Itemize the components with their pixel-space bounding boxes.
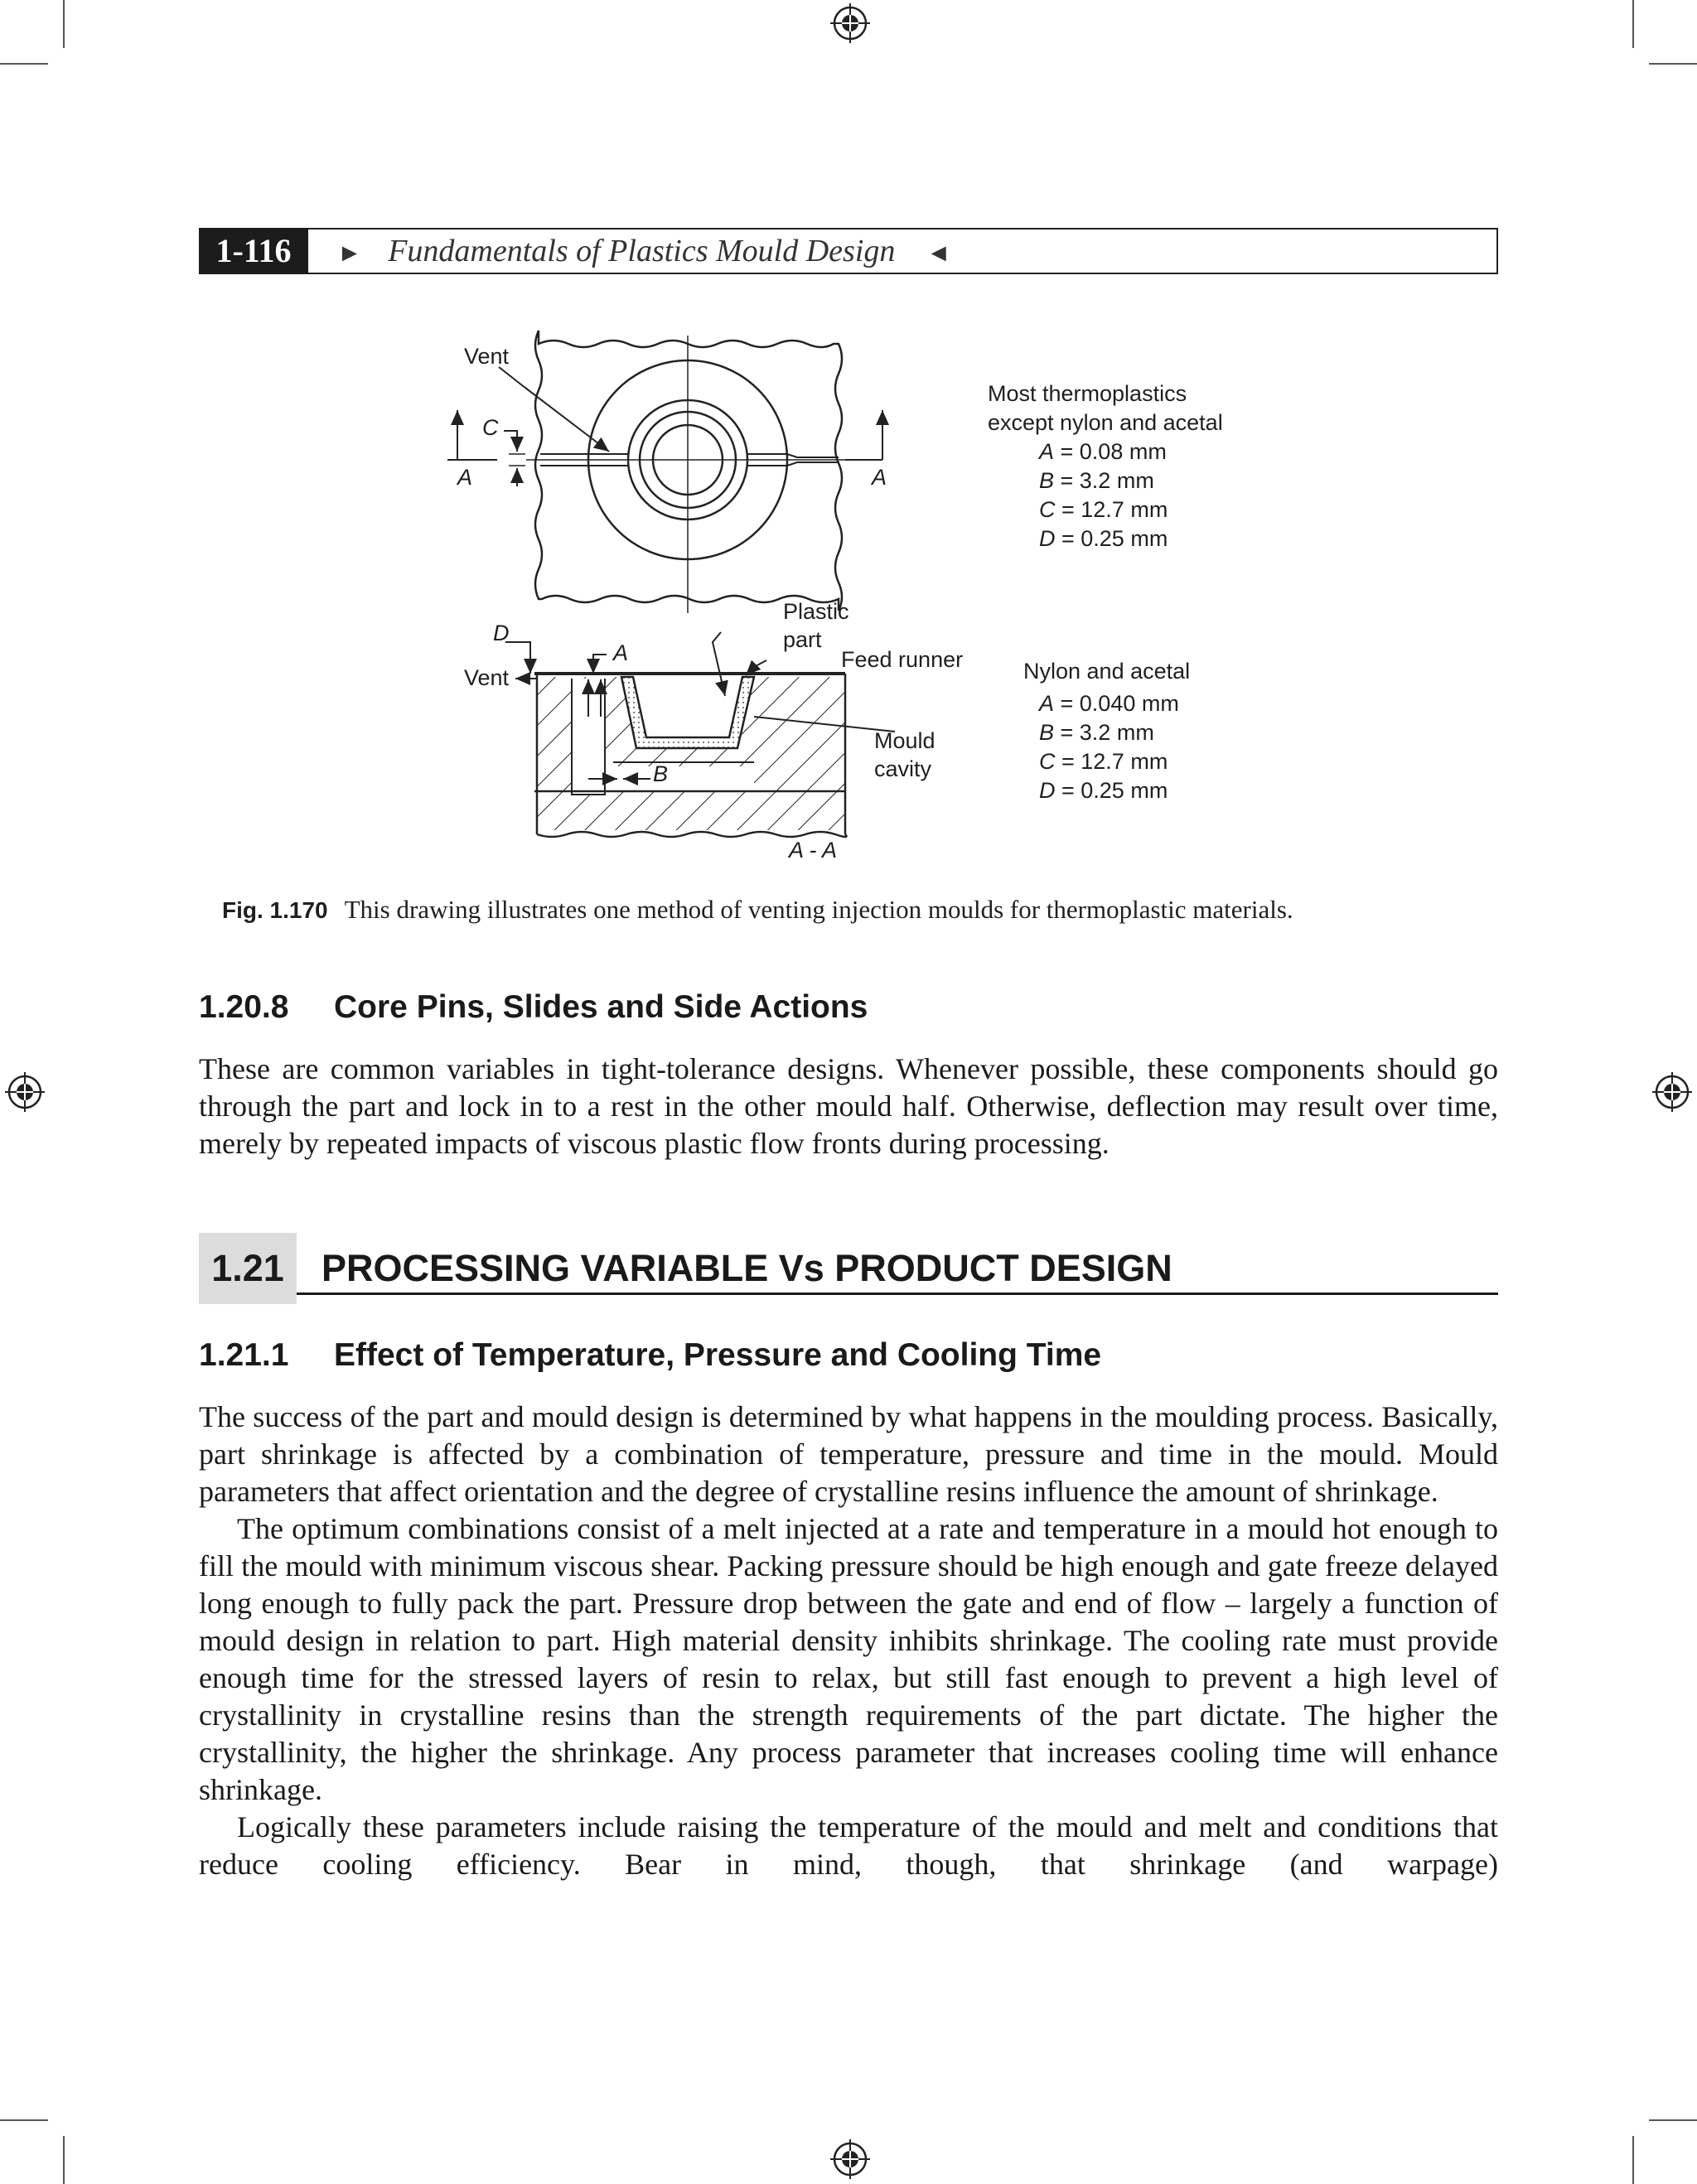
plan-view (447, 331, 882, 613)
a-dimension-label: A (613, 640, 629, 665)
left-pointer-icon: ◄ (926, 239, 951, 267)
vent-label: Vent (464, 344, 510, 369)
spec-group-title: Nylon and acetal (1023, 659, 1191, 684)
section-title: Core Pins, Slides and Side Actions (334, 989, 868, 1025)
paragraph: The optimum combinations consist of a melt injected at a rate and temperature in a mould hot enough to fill the mould with minimum viscous shear. Packing pressure should be high enough and gate freeze delayed long enough to fully pack the part. Pressure drop between the gate and end of flow – largely a function of mould design in relation to part. High material density inhibits shrinkage. The cooling rate must provide enough time for the stressed layers of resin to relax, but still fast enough to prevent a high level of crystallinity in crystalline resins than the strength requirements of the part dictate. The higher the crystallinity, the higher the shrinkage. Any process parameter that increases cooling time will enhance shrinkage. (199, 1512, 1498, 1806)
section-a-left-label: A (457, 465, 473, 490)
crop-mark (1649, 2119, 1697, 2121)
section-a-a-label: A - A (789, 838, 838, 862)
paragraph: The success of the part and mould design is determined by what happens in the moulding process. Basically, part shrinkage is affected by a combination of temperature, pressure and time in the mould. Mould parameters that affect orientation and the degree of crystalline resins influence the amount of shrinkage. (199, 1400, 1498, 1508)
figure-caption (222, 895, 1293, 925)
page-number: 1-116 (199, 228, 308, 274)
section-heading-1-21 (199, 1233, 1498, 1307)
paragraph: Logically these parameters include raising the temperature of the mould and melt and conditions that reduce cooling efficiency. Bear in mind, though, that shrinkage (and warpage) (199, 1810, 1498, 1881)
b-dimension-label: B (653, 761, 669, 786)
crop-mark (1632, 2136, 1634, 2184)
spec-group-nylon-acetal (1023, 657, 1190, 805)
section-1-20-8-body (199, 1051, 1498, 1162)
right-pointer-icon: ► (337, 239, 362, 267)
c-dimension-label: C (482, 415, 499, 440)
spec-row: D = 0.25 mm (1039, 526, 1168, 551)
d-dimension-label: D (493, 621, 510, 645)
figure-number: Fig. 1.170 (222, 897, 328, 923)
spec-row: A = 0.040 mm (1039, 691, 1179, 716)
section-number: 1.21.1 (199, 1337, 289, 1373)
registration-mark-left (5, 1072, 45, 1112)
spec-group-most-thermoplastics (988, 379, 1223, 553)
figure-caption-text: This drawing illustrates one method of venting injection moulds for thermoplastic materials. (344, 895, 1293, 924)
feed-runner-label: Feed runner (841, 647, 964, 672)
book-title: Fundamentals of Plastics Mould Design (388, 234, 896, 268)
spec-group-title: Most thermoplastics (988, 381, 1187, 406)
section-number: 1.21 (199, 1233, 297, 1304)
paragraph: These are common variables in tight-tolerance designs. Whenever possible, these components should go through the part and lock in to a rest in the other mould half. Otherwise, deflection may result over time, merely by repeated impacts of viscous plastic flow fronts during processing. (199, 1052, 1498, 1160)
spec-row: A = 0.08 mm (1039, 439, 1167, 464)
section-title: Effect of Temperature, Pressure and Cooling Time (334, 1337, 1102, 1373)
registration-mark-bottom (830, 2139, 870, 2179)
section-title: PROCESSING VARIABLE Vs PRODUCT DESIGN (322, 1247, 1172, 1289)
vent-side-label: Vent (464, 665, 510, 690)
crop-mark (1632, 0, 1634, 48)
section-number: 1.20.8 (199, 989, 289, 1025)
crop-mark (1649, 63, 1697, 65)
crop-mark (63, 2136, 65, 2184)
section-1-21-1-body (199, 1399, 1498, 1883)
section-view (505, 632, 895, 837)
spec-row: D = 0.25 mm (1039, 778, 1168, 803)
spec-row: B = 3.2 mm (1039, 720, 1154, 745)
spec-row: B = 3.2 mm (1039, 468, 1154, 493)
mould-cavity-label-2: cavity (874, 756, 932, 781)
plastic-part-label-2: part (783, 627, 822, 652)
crop-mark (0, 2119, 48, 2121)
spec-row: C = 12.7 mm (1039, 497, 1168, 522)
spec-group-title: except nylon and acetal (988, 410, 1223, 435)
crop-mark (63, 0, 65, 48)
section-heading-1-20-8 (199, 989, 868, 1026)
registration-mark-top (830, 3, 870, 43)
running-header (199, 228, 1498, 274)
running-title (337, 230, 951, 273)
spec-row: C = 12.7 mm (1039, 749, 1168, 774)
section-heading-1-21-1 (199, 1337, 1101, 1374)
vent-diagram (447, 327, 978, 874)
plastic-part-label-1: Plastic (783, 599, 849, 624)
section-a-right-label: A (872, 465, 887, 490)
registration-mark-right (1652, 1072, 1692, 1112)
mould-cavity-label-1: Mould (874, 728, 936, 753)
crop-mark (0, 63, 48, 65)
